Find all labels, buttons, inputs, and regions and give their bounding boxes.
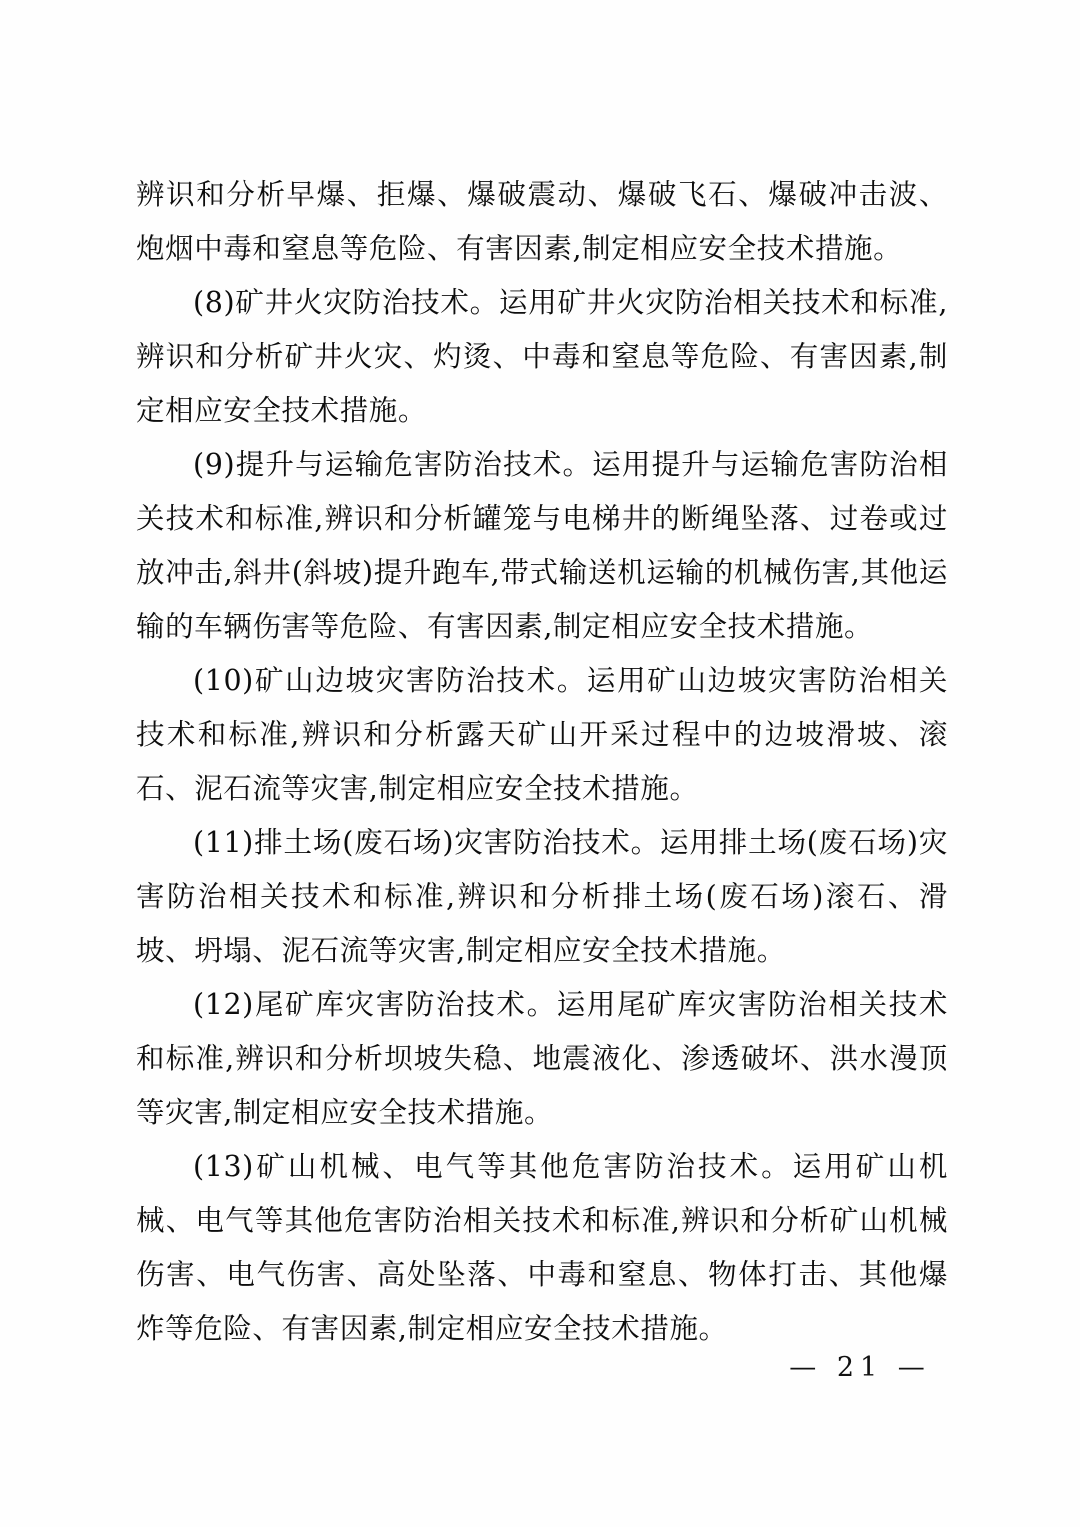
page-footer [0, 1352, 1080, 1383]
paragraph-continuation: 辨识和分析早爆、拒爆、爆破震动、爆破飞石、爆破冲击波、炮烟中毒和窒息等危险、有害因素,制定相应安全技术措施。 [136, 178, 948, 265]
paragraph-item-11: (11)排土场(废石场)灾害防治技术。运用排土场(废石场)灾害防治相关技术和标准,辨识和分析排土场(废石场)滚石、滑坡、坍塌、泥石流等灾害,制定相应安全技术措施。 [136, 826, 948, 967]
page-number: — 21 — [789, 1352, 931, 1383]
paragraph-item-13: (13)矿山机械、电气等其他危害防治技术。运用矿山机械、电气等其他危害防治相关技术和标准,辨识和分析矿山机械伤害、电气伤害、高处坠落、中毒和窒息、物体打击、其他爆炸等危险、有害因素,制定相应安全技术措施。 [136, 1150, 948, 1345]
document-body [136, 168, 948, 1356]
paragraph-item-9: (9)提升与运输危害防治技术。运用提升与运输危害防治相关技术和标准,辨识和分析罐笼与电梯井的断绳坠落、过卷或过放冲击,斜井(斜坡)提升跑车,带式输送机运输的机械伤害,其他运输的车辆伤害等危险、有害因素,制定相应安全技术措施。 [136, 448, 948, 643]
paragraph-item-8: (8)矿井火灾防治技术。运用矿井火灾防治相关技术和标准,辨识和分析矿井火灾、灼烫、中毒和窒息等危险、有害因素,制定相应安全技术措施。 [136, 286, 948, 427]
paragraph-item-12: (12)尾矿库灾害防治技术。运用尾矿库灾害防治相关技术和标准,辨识和分析坝坡失稳、地震液化、渗透破坏、洪水漫顶等灾害,制定相应安全技术措施。 [136, 988, 948, 1129]
paragraph-item-10: (10)矿山边坡灾害防治技术。运用矿山边坡灾害防治相关技术和标准,辨识和分析露天矿山开采过程中的边坡滑坡、滚石、泥石流等灾害,制定相应安全技术措施。 [136, 664, 948, 805]
